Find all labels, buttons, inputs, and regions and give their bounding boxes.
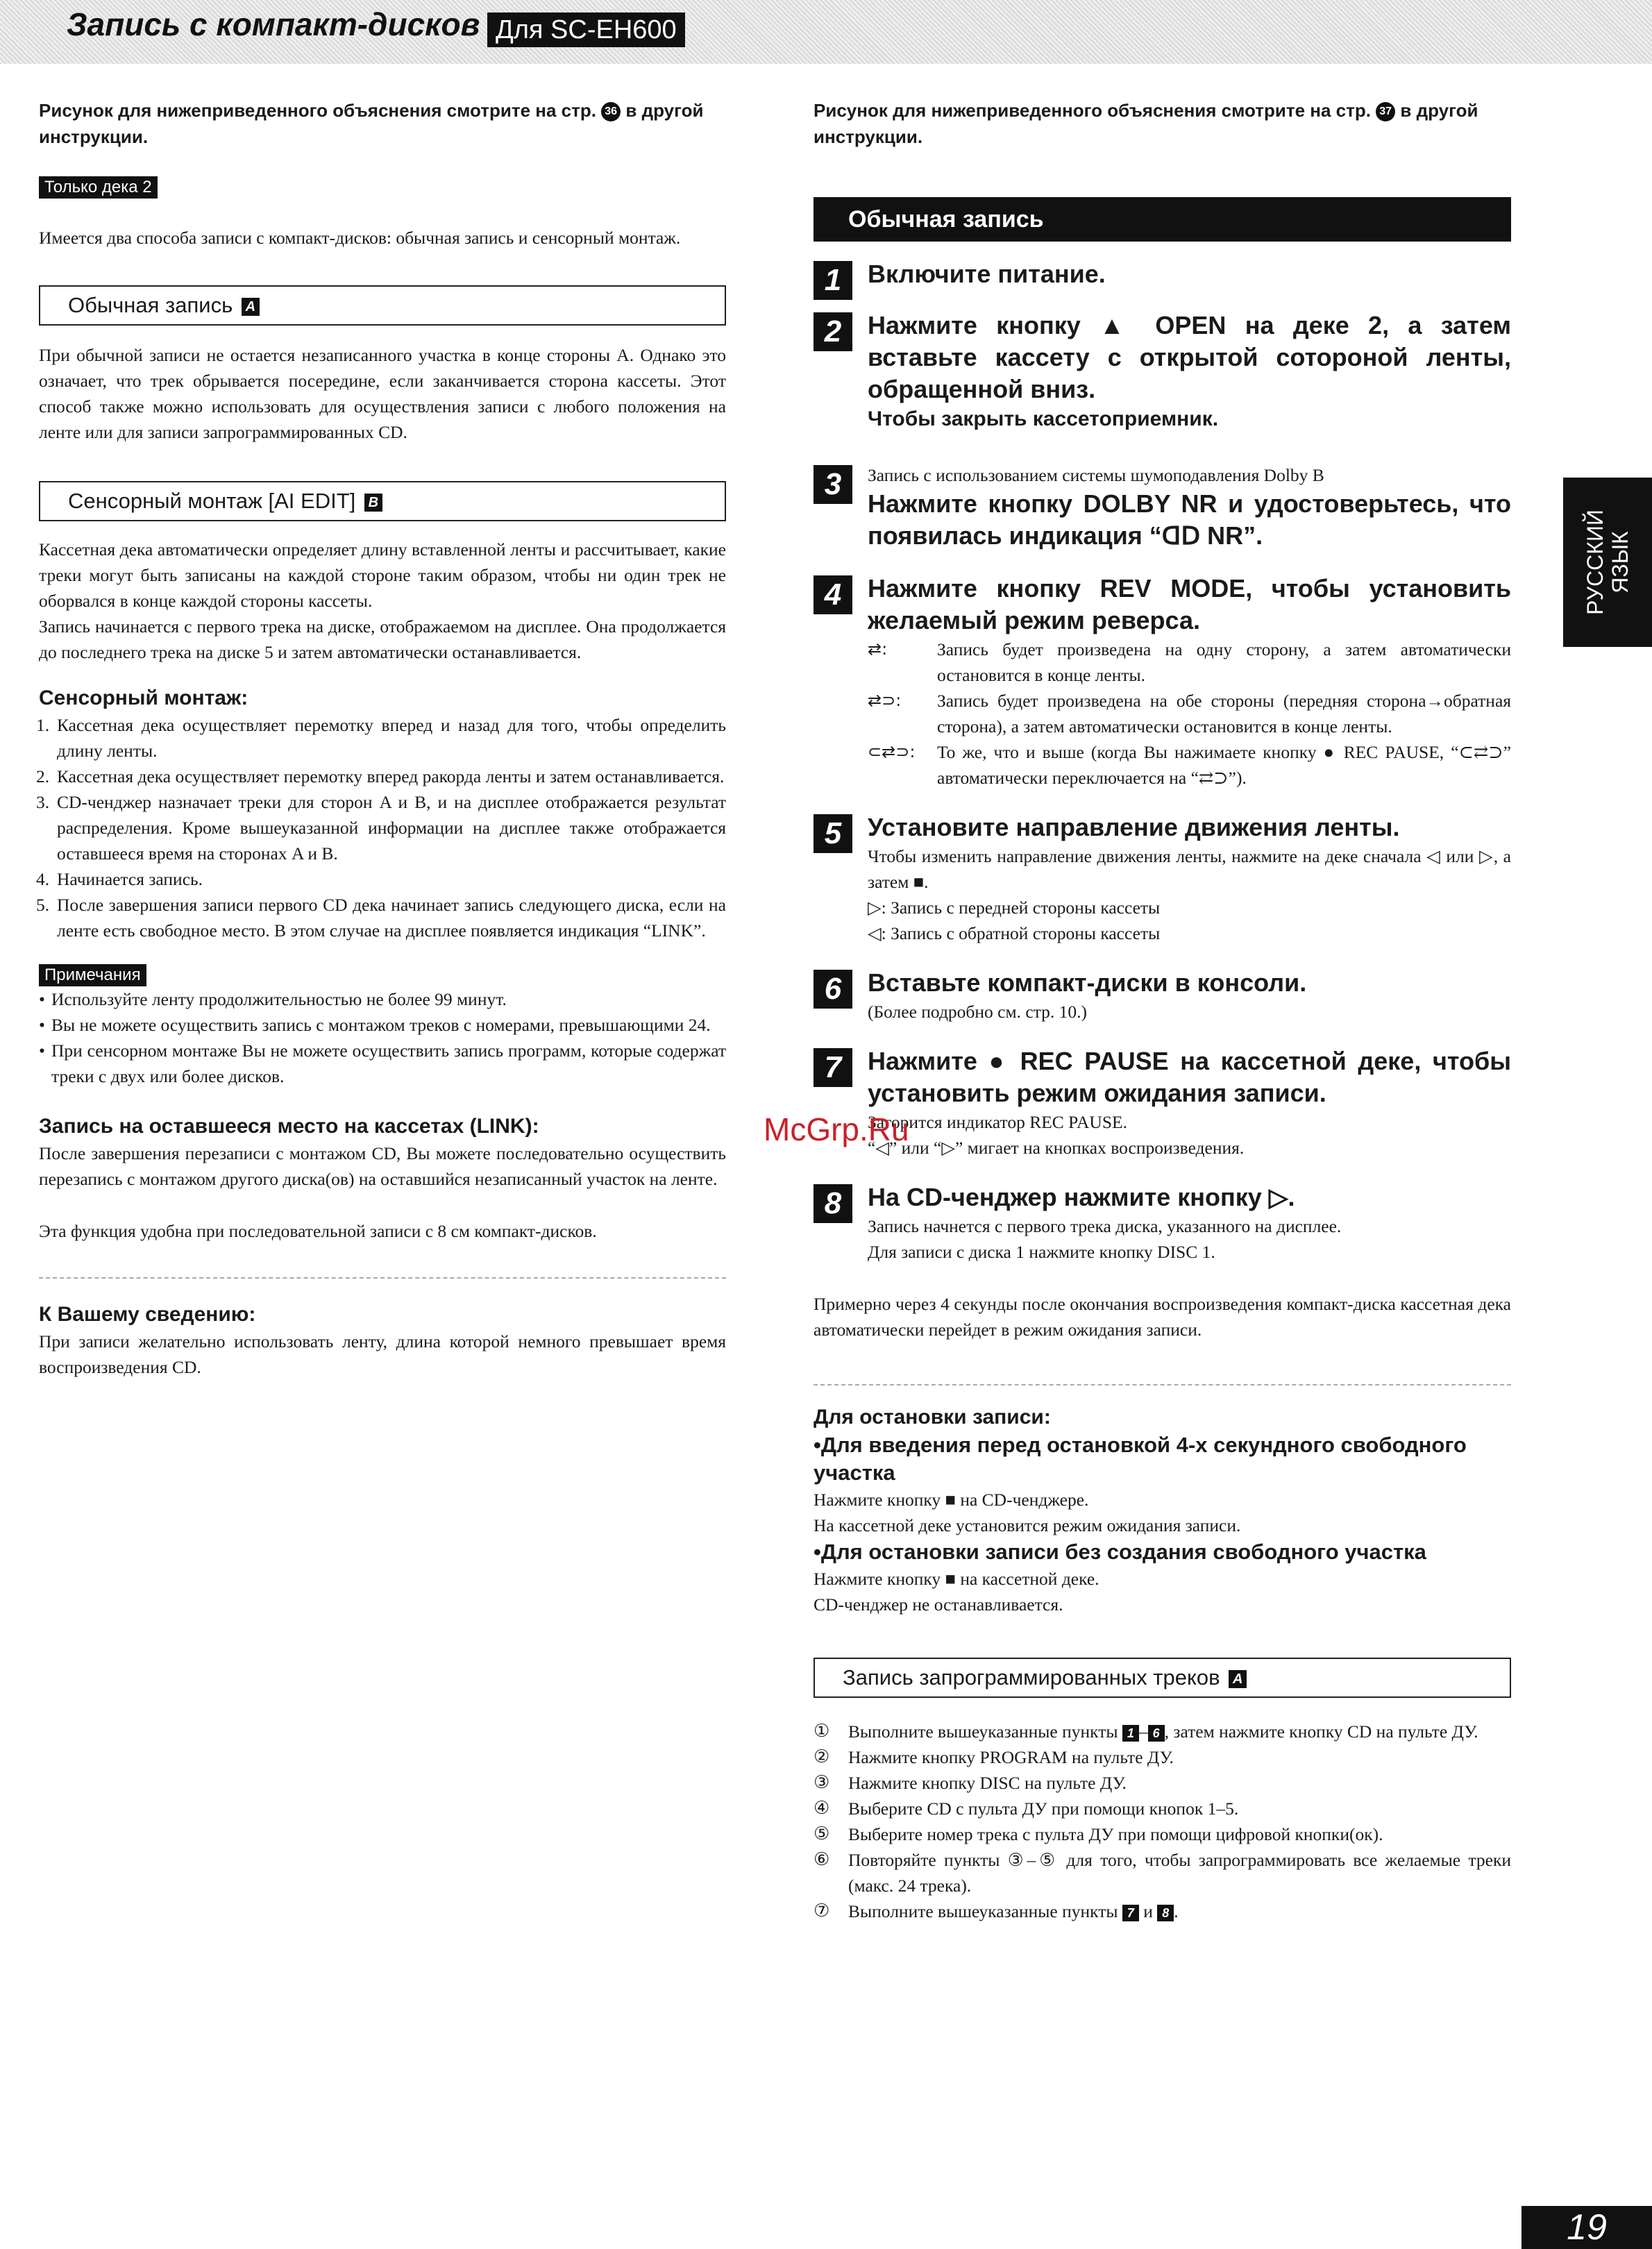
- step-5: [814, 811, 1511, 946]
- list-item: [36, 892, 726, 943]
- step-4: [814, 573, 1511, 791]
- stop-option-a-heading: •Для введения перед остановкой 4-х секундного свободного участка: [814, 1433, 1467, 1485]
- language-line: ЯЗЫК: [1608, 531, 1633, 593]
- item-text: Кассетная дека осуществляет перемотку вперед ракорда ленты и затем останавливается.: [57, 766, 725, 786]
- watermark: McGrp.Ru: [764, 1111, 909, 1147]
- item-number: 3.: [36, 792, 50, 812]
- stop-option-b-heading: •Для остановки записи без создания свободного участка: [814, 1540, 1426, 1564]
- ai-edit-heading: [39, 481, 726, 521]
- notes-list: [39, 986, 726, 1089]
- intro-text: Имеется два способа записи с компакт-дисков: обычная запись и сенсорный монтаж.: [39, 228, 681, 248]
- list-item: [36, 789, 726, 866]
- ref-text: Рисунок для нижеприведенного объяснения смотрите на стр.: [814, 100, 1371, 121]
- step-line: ▷: Запись с передней стороны кассеты: [868, 898, 1161, 918]
- step-number-icon: 6: [814, 970, 852, 1009]
- stop-line: CD-ченджер не останавливается.: [814, 1594, 1063, 1615]
- info-text: При записи желательно использовать ленту, длина которой немного превышает время воспроизведения CD.: [39, 1331, 726, 1377]
- item-text: –: [1138, 1721, 1148, 1742]
- step-ref-icon: 6: [1148, 1725, 1165, 1742]
- left-column: [36, 97, 726, 1380]
- heading-label: Обычная запись: [68, 293, 233, 317]
- model-badge: Для SC-EH600: [487, 12, 685, 47]
- ai-edit-text: Кассетная дека автоматически определяет длину вставленной ленты и рассчитывает, какие треки могут быть записаны на каждой стороне таким образом, чтобы ни один трек не оборвался в конце каждой стороны кассеты.: [39, 539, 726, 611]
- step-ref-icon: 8: [1157, 1905, 1174, 1921]
- step-7: [814, 1045, 1511, 1161]
- step-line: (Более подробно см. стр. 10.): [868, 1002, 1088, 1022]
- notes-tag: Примечания: [39, 964, 146, 986]
- step-line: ◁: Запись с обратной стороны кассеты: [868, 923, 1161, 943]
- list-item: [814, 1796, 1511, 1821]
- item-text: Выберите CD с пульта ДУ при помощи кнопок 1–5.: [848, 1799, 1239, 1819]
- item-number: 5.: [36, 895, 50, 915]
- step-1: [814, 258, 1511, 297]
- item-number: 4.: [36, 869, 50, 889]
- stop-heading: Для остановки записи:: [814, 1406, 1051, 1429]
- language-line: РУССКИЙ: [1583, 509, 1608, 615]
- step-ref-icon: 1: [1122, 1725, 1139, 1742]
- language-label: [1583, 509, 1633, 615]
- heading-label: Сенсорный монтаж [AI EDIT]: [68, 489, 356, 513]
- list-item: [814, 1847, 1511, 1898]
- stop-line: Нажмите кнопку ■ на CD-ченджере.: [814, 1490, 1089, 1510]
- ref-text-end: в другой инструкции.: [39, 100, 704, 147]
- step-ref-icon: 7: [1122, 1905, 1139, 1921]
- step-number-icon: 5: [814, 814, 852, 853]
- link-heading: Запись на оставшееся место на кассетах (LINK):: [39, 1115, 539, 1138]
- step-3: [814, 462, 1511, 552]
- item-text: CD-ченджер назначает треки для сторон A и B, и на дисплее отображается результат распределения. Кроме вышеуказанной информации на дисплее также отображается оставшееся время на сторонах A и B.: [57, 792, 726, 864]
- normal-recording-banner: Обычная запись: [814, 197, 1511, 242]
- list-item: [36, 866, 726, 892]
- item-text: Повторяйте пункты ③–⑤ для того, чтобы запрограммировать все желаемые треки (макс. 24 трека).: [848, 1850, 1511, 1896]
- step-title: Включите питание.: [868, 260, 1106, 288]
- item-text: Выберите номер трека с пульта ДУ при помощи цифровой кнопки(ок).: [848, 1824, 1383, 1844]
- ai-edit-subheading: Сенсорный монтаж:: [39, 687, 248, 709]
- circled-number: ③: [814, 1772, 830, 1793]
- reverse-mode-icon: ⇄⊃:: [868, 691, 902, 710]
- list-item: [814, 1719, 1511, 1744]
- item-text: .: [1174, 1901, 1179, 1921]
- circled-number: ②: [814, 1746, 830, 1767]
- step-line: Для записи с диска 1 нажмите кнопку DISC 1.: [868, 1242, 1215, 1262]
- step-title: Нажмите кнопку REV MODE, чтобы установить желаемый режим реверса.: [868, 574, 1511, 634]
- note-item: • Используйте ленту продолжительностью не более 99 минут.: [39, 986, 726, 1012]
- normal-recording-heading: [39, 285, 726, 326]
- link-text-2: Эта функция удобна при последовательной записи с 8 см компакт-дисков.: [39, 1221, 597, 1241]
- step-6: [814, 967, 1511, 1025]
- step-number-icon: 2: [814, 312, 852, 351]
- page-number: 19: [1522, 2206, 1652, 2249]
- heading-label: Запись запрограммированных треков: [843, 1665, 1220, 1690]
- step-number-icon: 8: [814, 1184, 852, 1223]
- divider: [814, 1384, 1511, 1385]
- step-title: Нажмите кнопку DOLBY NR и удостоверьтесь, что появилась индикация “ᗡᗞ NR”.: [868, 489, 1511, 550]
- list-item: [36, 712, 726, 764]
- step-line: “◁” или “▷” мигает на кнопках воспроизведения.: [868, 1138, 1245, 1158]
- after-recording-text: Примерно через 4 секунды после окончания воспроизведения компакт-диска кассетная дека автоматически перейдет в режим ожидания записи.: [814, 1294, 1511, 1340]
- item-text: Кассетная дека осуществляет перемотку вперед и назад для того, чтобы определить длину ленты.: [57, 715, 726, 761]
- mode-row: [868, 739, 1511, 791]
- page-ref-badge: 36: [601, 102, 621, 121]
- item-text: , затем нажмите кнопку CD на пульте ДУ.: [1164, 1721, 1478, 1742]
- mode-text: Запись будет произведена на одну сторону, а затем автоматически остановится в конце ленты.: [937, 639, 1511, 685]
- stop-line: Нажмите кнопку ■ на кассетной деке.: [814, 1569, 1099, 1589]
- list-item: [36, 764, 726, 789]
- program-recording-heading: [814, 1658, 1511, 1698]
- item-text: Нажмите кнопку PROGRAM на пульте ДУ.: [848, 1747, 1174, 1767]
- item-text: и: [1138, 1901, 1158, 1921]
- step-small-note: Запись с использованием системы шумоподавления Dolby B: [868, 465, 1324, 485]
- normal-recording-text: При обычной записи не остается незаписанного участка в конце стороны A. Однако это означает, что трек обрывается посередине, если заканчивается сторона кассеты. Этот способ также можно использовать для осуществления записи с любого положения на ленте или для записи запрограммированных CD.: [39, 345, 726, 442]
- list-item: [814, 1744, 1511, 1770]
- list-item: [814, 1821, 1511, 1847]
- mode-row: [868, 688, 1511, 739]
- item-text: Выполните вышеуказанные пункты: [848, 1721, 1118, 1742]
- note-item: • При сенсорном монтаже Вы не можете осуществить запись программ, которые содержат треки с двух или более дисков.: [39, 1038, 726, 1089]
- circled-number: ⑦: [814, 1901, 830, 1921]
- step-8: [814, 1181, 1511, 1265]
- figure-reference: [39, 97, 726, 150]
- ai-edit-text-2: Запись начинается с первого трека на диске, отображаемом на дисплее. Она продолжается до последнего трека на диске 5 и затем автоматически останавливается.: [39, 616, 726, 662]
- figure-tag-a: A: [1229, 1670, 1247, 1688]
- item-text: Выполните вышеуказанные пункты: [848, 1901, 1118, 1921]
- step-number-icon: 4: [814, 575, 852, 614]
- mode-text: Запись будет произведена на обе стороны (передняя сторона→обратная сторона), а затем автоматически остановится в конце ленты.: [937, 691, 1511, 736]
- circled-number: ①: [814, 1721, 830, 1742]
- page-ref-badge: 37: [1376, 102, 1395, 121]
- list-item: [814, 1898, 1511, 1924]
- step-line: Запись начнется с первого трека диска, указанного на дисплее.: [868, 1216, 1342, 1236]
- ref-text-end: в другой инструкции.: [814, 100, 1478, 147]
- page-header: [0, 0, 1652, 64]
- circled-number: ⑥: [814, 1849, 830, 1870]
- program-steps: [814, 1719, 1511, 1924]
- language-tab: [1563, 478, 1652, 647]
- figure-tag-b: B: [364, 494, 382, 512]
- item-text: Начинается запись.: [57, 869, 203, 889]
- deck-tag: Только дека 2: [39, 176, 158, 199]
- step-title: На CD-ченджер нажмите кнопку ▷.: [868, 1183, 1295, 1211]
- circled-number: ⑤: [814, 1823, 830, 1844]
- note-item: • Вы не можете осуществить запись с монтажом треков с номерами, превышающими 24.: [39, 1012, 726, 1038]
- link-text: После завершения перезаписи с монтажом CD, Вы можете последовательно осуществить перезапись с монтажом другого диска(ов) на оставшийся незаписанный участок на ленте.: [39, 1143, 726, 1189]
- info-heading: К Вашему сведению:: [39, 1303, 256, 1326]
- step-title: Нажмите ● REC PAUSE на кассетной деке, чтобы установить режим ожидания записи.: [868, 1047, 1511, 1107]
- figure-reference: [814, 97, 1511, 150]
- mode-text: То же, что и выше (когда Вы нажимаете кнопку ● REC PAUSE, “⊂⇄⊃” автоматически переключается на “⇄⊃”).: [937, 742, 1511, 788]
- list-item: [814, 1770, 1511, 1796]
- step-number-icon: 7: [814, 1048, 852, 1087]
- divider: [39, 1277, 726, 1279]
- reverse-mode-icon: ⊂⇄⊃:: [868, 742, 916, 761]
- step-number-icon: 1: [814, 261, 852, 300]
- page-title: Запись с компакт-дисков: [67, 6, 480, 42]
- ai-edit-steps: [36, 712, 726, 943]
- reverse-mode-icon: ⇄:: [868, 639, 888, 659]
- step-line: Загорится индикатор REC PAUSE.: [868, 1112, 1127, 1132]
- step-title: Установите направление движения ленты.: [868, 813, 1400, 841]
- figure-tag-a: A: [242, 298, 260, 316]
- item-number: 2.: [36, 766, 50, 786]
- circled-number: ④: [814, 1798, 830, 1819]
- step-title: Нажмите кнопку ▲ OPEN на деке 2, а затем вставьте кассету с открытой сотороной ленты, обращенной вниз.: [868, 311, 1511, 403]
- step-line: Чтобы изменить направление движения ленты, нажмите на деке сначала ◁ или ▷, а затем ■.: [868, 846, 1511, 892]
- step-title: Вставьте компакт-диски в консоли.: [868, 968, 1307, 997]
- stop-line: На кассетной деке установится режим ожидания записи.: [814, 1515, 1241, 1535]
- mode-row: [868, 637, 1511, 688]
- step-note: Чтобы закрыть кассетоприемник.: [868, 407, 1219, 430]
- item-text: После завершения записи первого CD дека начинает запись следующего диска, если на ленте есть свободное место. В этом случае на дисплее появляется индикация “LINK”.: [57, 895, 726, 941]
- right-column: [814, 97, 1511, 1924]
- ref-text: Рисунок для нижеприведенного объяснения смотрите на стр.: [39, 100, 596, 121]
- step-2: [814, 310, 1511, 433]
- step-number-icon: 3: [814, 465, 852, 504]
- item-number: 1.: [36, 715, 50, 735]
- item-text: Нажмите кнопку DISC на пульте ДУ.: [848, 1773, 1127, 1793]
